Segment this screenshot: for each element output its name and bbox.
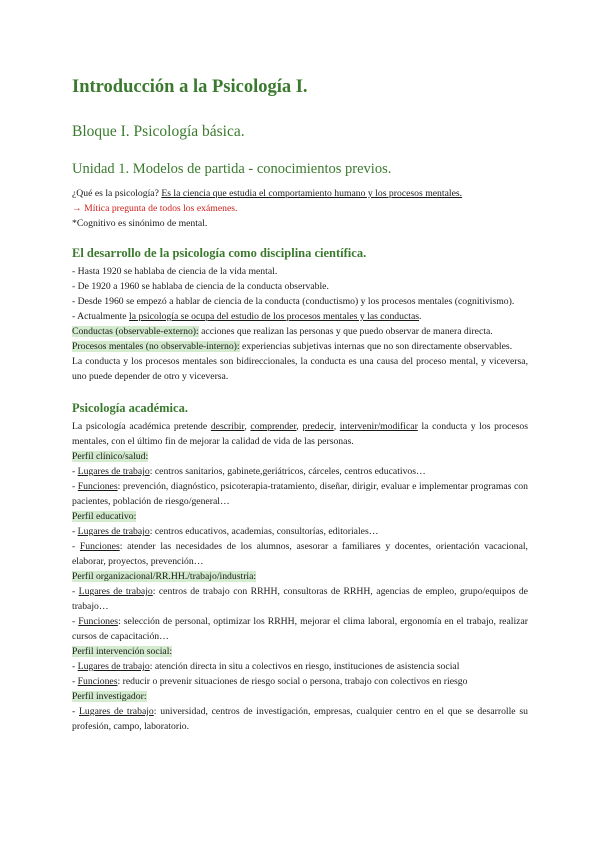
dash: - [72,586,79,597]
places-text: : universidad, centros de investigación, empresas, cualquier centro en el que se desarrolle su profesión, campo, laboratorio. [72,706,528,732]
profile-title: Perfil investigador: [72,691,147,702]
social-functions [72,674,528,689]
clinical-places [72,464,528,479]
definition-paragraph [72,186,528,201]
dash: - [72,706,79,717]
profile-social [72,644,528,659]
profile-title: Perfil educativo: [72,511,137,522]
profile-organizational [72,569,528,584]
functions-text: : selección de personal, optimizar los RRHH, mejorar el clima laboral, ergonomía en el trabajo, realizar cursos de capacitación… [72,616,528,642]
processes-definition [72,339,528,354]
development-item: - Desde 1960 se empezó a hablar de ciencia de la conducta (conductismo) y los procesos mentales (cognitivismo). [72,296,515,307]
places-label: Lugares de trabajo [79,706,154,717]
separator: , [244,421,251,432]
definition-question: ¿Qué es la psicología? [72,188,159,199]
document-content [72,76,528,734]
functions-label: Funciones [79,541,120,552]
dash: - [72,481,78,492]
verb-understand: comprender [250,421,297,432]
social-places [72,659,528,674]
cognitive-note: *Cognitivo es sinónimo de mental. [72,218,208,229]
verb-predict: predecir [302,421,334,432]
functions-text: : atender las necesidades de los alumnos, asesorar a familiares y docentes, orientación vacacional, elaborar, proyectos, prevención… [72,541,528,567]
dash: - [72,466,78,477]
conducts-definition [72,324,528,339]
functions-text: : prevención, diagnóstico, psicoterapia-tratamiento, diseñar, dirigir, evaluar e implementar programas con pacientes, población de riesgo/general… [72,481,528,507]
dash: - [72,541,80,552]
functions-text: : reducir o prevenir situaciones de riesgo social o persona, trabajo con colectivos en riesgo [117,676,468,687]
development-heading: El desarrollo de la psicología como disciplina científica. [72,246,367,260]
dash: - [72,526,78,537]
relation-paragraph: La conducta y los procesos mentales son bidireccionales, la conducta es una causa del proceso mental, y viceversa, uno puede depender de otro y viceversa. [72,356,528,382]
development-item: - Hasta 1920 se hablaba de ciencia de la vida mental. [72,266,278,277]
academic-intro-suffix: la conducta y los procesos mentales, con el último fin de mejorar la calidad de vida de las personas. [72,421,529,447]
processes-label: Procesos mentales (no observable-interno): [72,341,240,352]
separator: , [333,421,340,432]
places-text: : centros de trabajo con RRHH, consultoras de RRHH, agencias de empleo, grupo/equipos de trabajo… [72,586,528,612]
academic-intro-prefix: La psicología académica pretende [72,421,211,432]
profile-clinical [72,449,528,464]
places-label: Lugares de trabajo [77,466,150,477]
document-title: Introducción a la Psicología I. [72,77,308,97]
profile-educational [72,509,528,524]
dash: - [72,661,78,672]
unit-heading: Unidad 1. Modelos de partida - conocimientos previos. [72,161,392,177]
research-places [72,704,528,734]
clinical-functions [72,479,528,509]
educational-places [72,524,528,539]
functions-label: Funciones [77,676,118,687]
development-current [72,309,528,324]
functions-label: Funciones [78,616,119,627]
definition-answer: Es la ciencia que estudia el comportamiento humano y los procesos mentales. [161,188,463,199]
conducts-label: Conductas (observable-externo): [72,326,199,337]
dash: - [72,676,78,687]
current-suffix: . [419,311,422,322]
profile-title: Perfil intervención social: [72,646,173,657]
academic-intro [72,419,528,449]
block-heading: Bloque I. Psicología básica. [72,123,245,140]
current-prefix: - Actualmente [72,311,130,322]
development-item: - De 1920 a 1960 se hablaba de ciencia de la conducta observable. [72,281,329,292]
profile-title: Perfil organizacional/RR.HH./trabajo/industria: [72,571,257,582]
exam-note: → Mítica pregunta de todos los exámenes. [72,203,238,214]
places-text: : atención directa in situ a colectivos en riesgo, instituciones de asistencia social [149,661,460,672]
academic-heading: Psicología académica. [72,401,188,415]
functions-label: Funciones [77,481,118,492]
places-text: : centros sanitarios, gabinete,geriátricos, cárceles, centros educativos… [149,466,426,477]
organizational-functions [72,614,528,644]
current-underlined: la psicología se ocupa del estudio de los procesos mentales y las conductas [129,311,420,322]
conducts-text: acciones que realizan las personas y que puedo observar de manera directa. [198,326,493,337]
places-text: : centros educativos, academias, consultorías, editoriales… [149,526,379,537]
places-label: Lugares de trabajo [77,661,150,672]
dash: - [72,616,79,627]
verb-intervene: intervenir/modificar [339,421,418,432]
verb-describe: describir [210,421,245,432]
separator: , [296,421,303,432]
processes-text: experiencias subjetivas internas que no son directamente observables. [239,341,513,352]
places-label: Lugares de trabajo [77,526,150,537]
educational-functions [72,539,528,569]
places-label: Lugares de trabajo [78,586,153,597]
profile-research [72,689,528,704]
profile-title: Perfil clínico/salud: [72,451,149,462]
organizational-places [72,584,528,614]
